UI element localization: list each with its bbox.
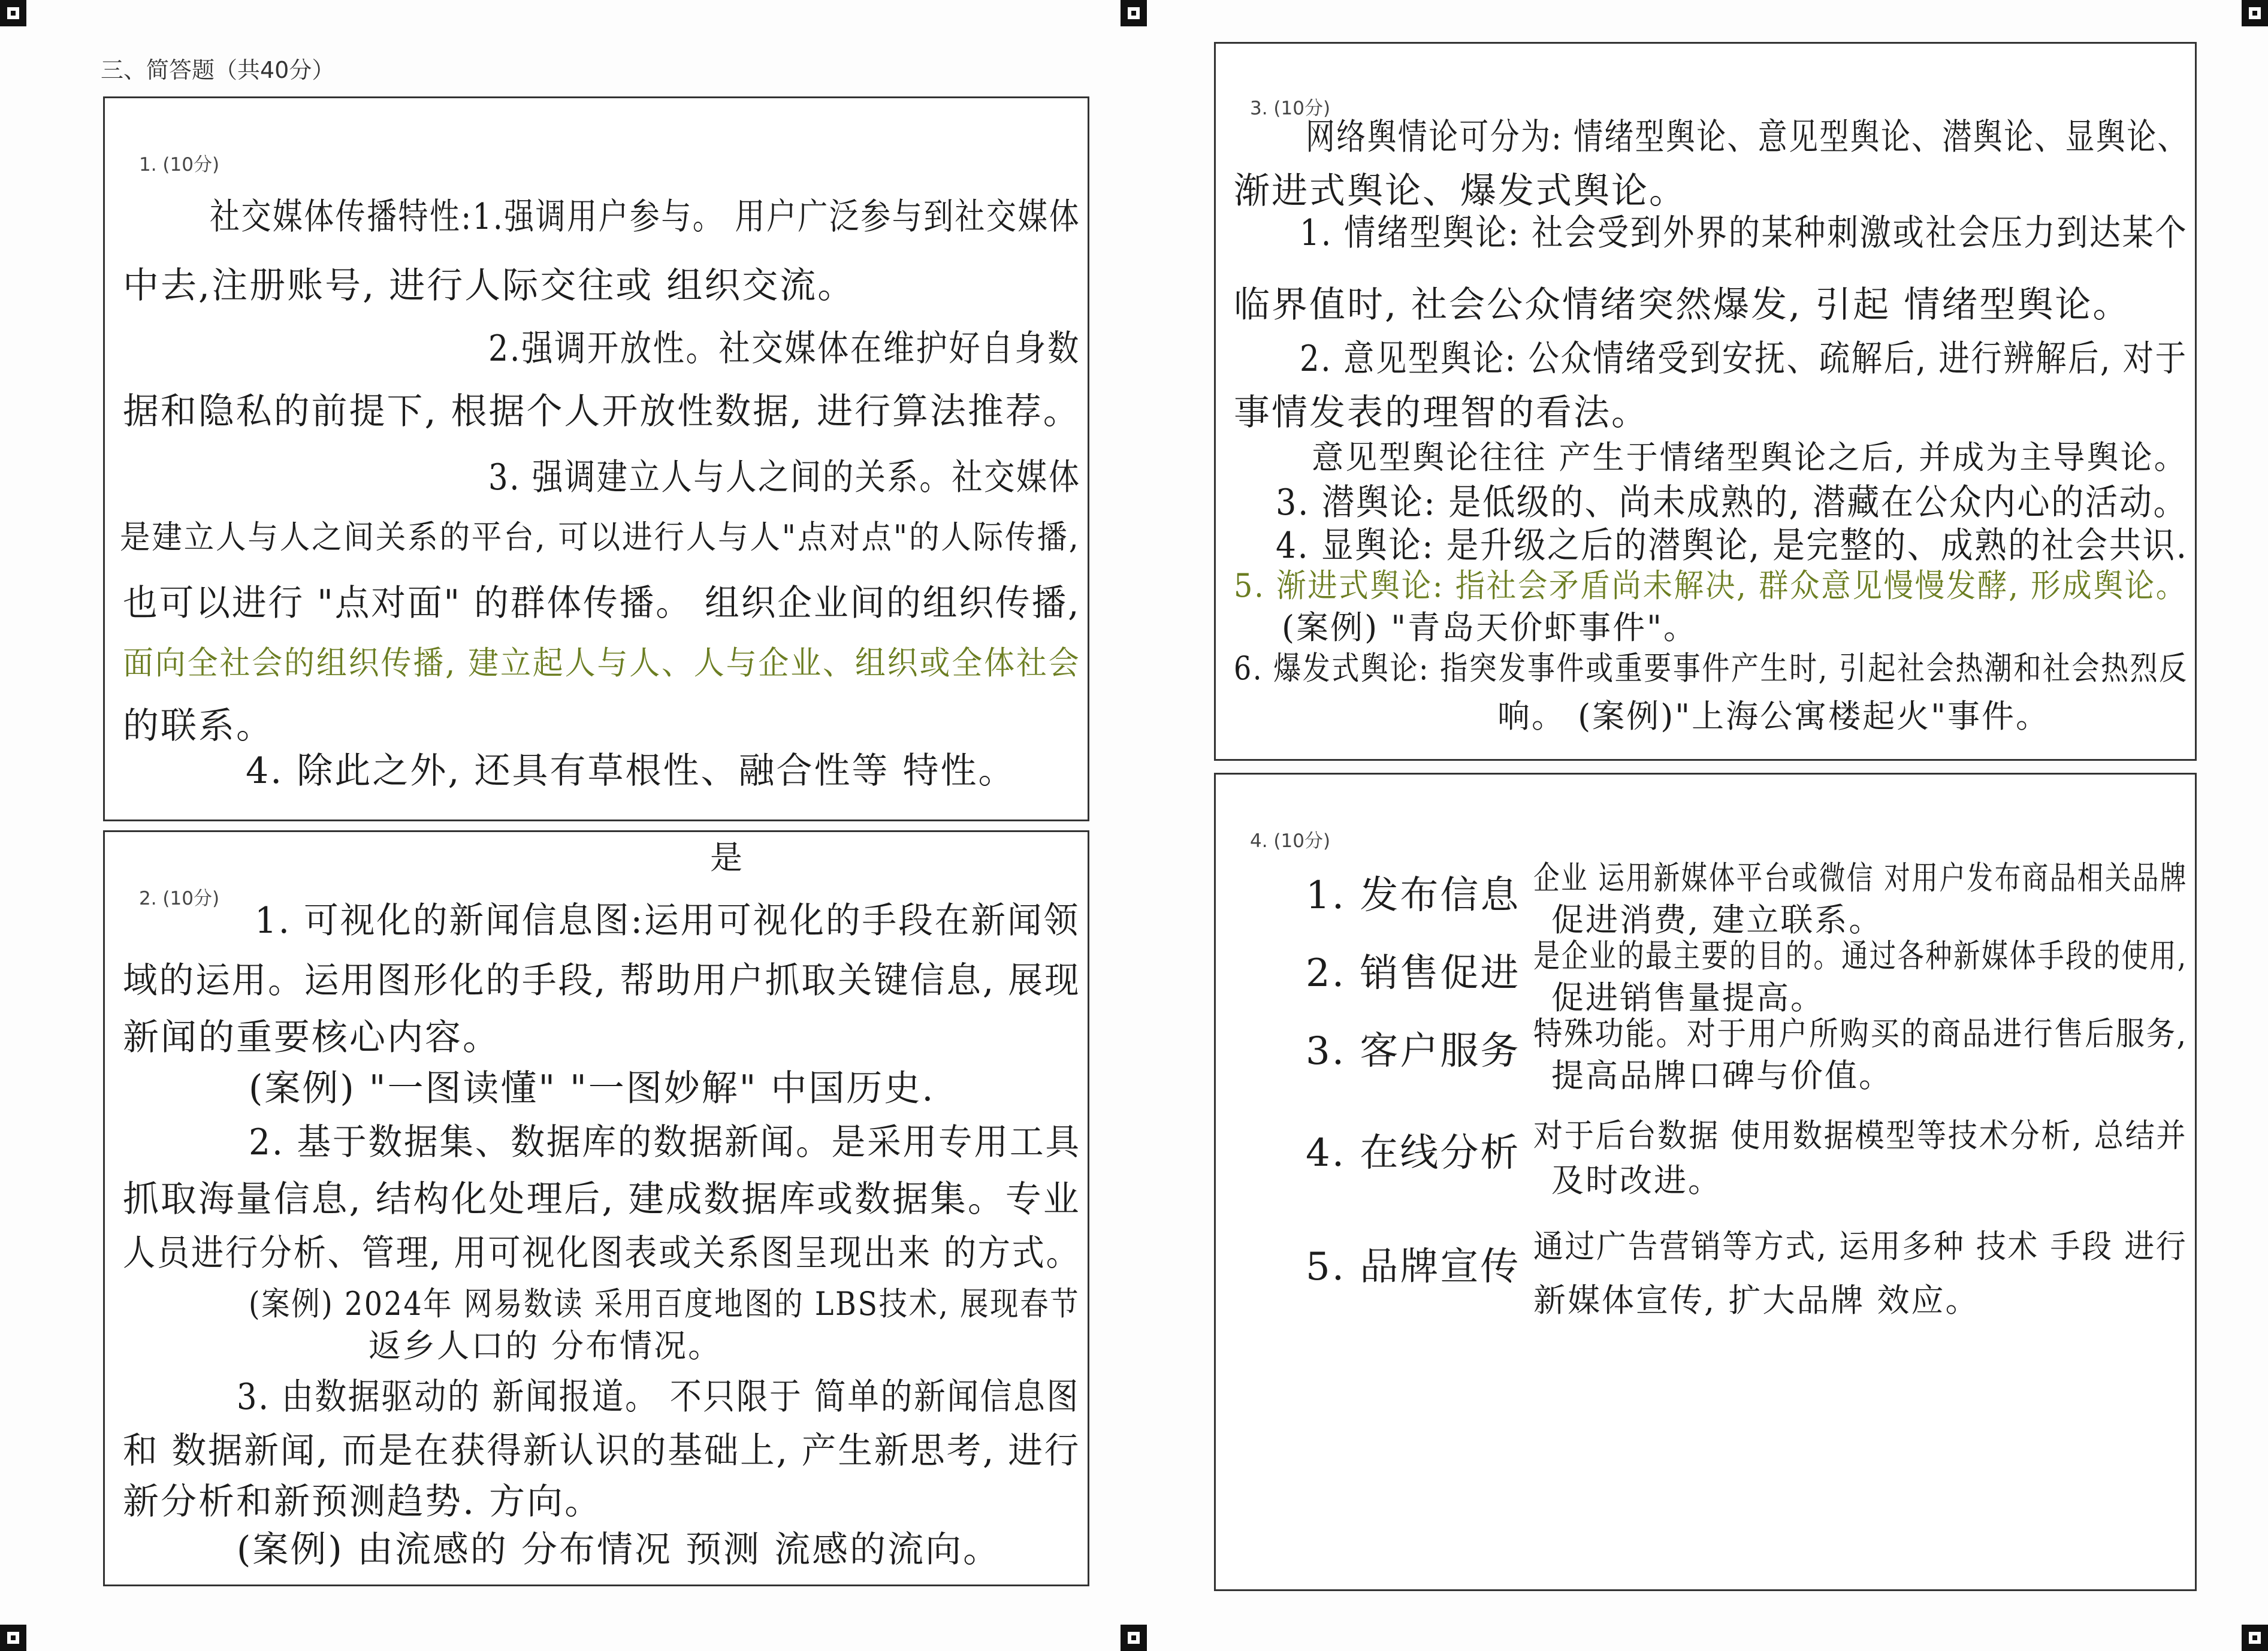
- item-title: 1. 发布信息: [1306, 873, 1521, 918]
- handwritten-line: 临界值时, 社会公众情绪突然爆发, 引起 情绪型舆论。: [1234, 284, 2131, 326]
- handwritten-line: 4. 除此之外, 还具有草根性、融合性等 特性。: [246, 750, 1016, 792]
- handwritten-line: 渐进式舆论、爆发式舆论。: [1234, 170, 1687, 212]
- item-line: 促进消费, 建立联系。: [1551, 901, 1883, 939]
- handwritten-line: 4. 显舆论: 是升级之后的潜舆论, 是完整的、成熟的社会共识.: [1276, 525, 2188, 567]
- answer-box-q2: [103, 830, 1089, 1586]
- question-number: 3. (10分): [1250, 98, 1331, 119]
- question-number: 2. (10分): [139, 888, 220, 909]
- handwritten-line: 2. 基于数据集、数据库的数据新闻。是采用专用工具: [249, 1121, 1081, 1163]
- handwritten-line: 面向全社会的组织传播, 建立起人与人、人与企业、组织或全体社会: [123, 644, 1081, 682]
- item-title: 2. 销售促进: [1306, 951, 1521, 996]
- handwritten-line: (案例) 由流感的 分布情况 预测 流感的流向。: [237, 1529, 1001, 1571]
- handwritten-line: 域的运用。运用图形化的手段, 帮助用户抓取关键信息, 展现: [123, 960, 1081, 1002]
- handwritten-line: 新闻的重要核心内容。: [123, 1017, 500, 1059]
- handwritten-line: 5. 渐进式舆论: 指社会矛盾尚未解决, 群众意见慢慢发酵, 形成舆论。: [1234, 567, 2187, 604]
- handwritten-line: 的联系。: [123, 705, 274, 747]
- handwritten-line: 据和隐私的前提下, 根据个人开放性数据, 进行算法推荐。: [123, 391, 1081, 433]
- answer-box-q4: [1214, 773, 2197, 1591]
- handwritten-line: 3. 潜舆论: 是低级的、尚未成熟的, 潜藏在公众内心的活动。: [1276, 482, 2188, 524]
- handwritten-line: 2. 意见型舆论: 公众情绪受到安抚、疏解后, 进行辨解后, 对于: [1300, 338, 2188, 380]
- corner-marker-top-left: [0, 0, 26, 26]
- item-title: 3. 客户服务: [1306, 1029, 1521, 1074]
- item-line: 促进销售量提高。: [1551, 979, 1825, 1017]
- handwritten-line: 新分析和新预测趋势. 方向。: [123, 1481, 603, 1523]
- item-title: 5. 品牌宣传: [1306, 1245, 1521, 1289]
- handwritten-line: 社交媒体传播特性:1.强调用户参与。 用户广泛参与到社交媒体: [210, 196, 1081, 238]
- handwritten-line: 3. 强调建立人与人之间的关系。社交媒体: [488, 456, 1081, 498]
- handwritten-line: 6. 爆发式舆论: 指突发事件或重要事件产生时, 引起社会热潮和社会热烈反: [1234, 649, 2188, 687]
- corner-marker-top-center: [1121, 0, 1147, 26]
- handwritten-line: (案例) "青岛天价虾事件"。: [1282, 609, 1698, 646]
- section-title: 三、简答题（共40分）: [101, 57, 335, 83]
- insert-mark: 是: [710, 839, 744, 876]
- corner-marker-top-right: [2242, 0, 2268, 26]
- item-line: 提高品牌口碑与价值。: [1551, 1057, 1893, 1094]
- item-line: 对于后台数据 使用数据模型等技术分析, 总结并: [1533, 1117, 2188, 1154]
- handwritten-line: 1. 情绪型舆论: 社会受到外界的某种刺激或社会压力到达某个: [1300, 212, 2188, 254]
- answer-box-q3: [1214, 42, 2197, 761]
- handwritten-line: 3. 由数据驱动的 新闻报道。 不只限于 简单的新闻信息图: [237, 1376, 1080, 1418]
- question-number: 1. (10分): [139, 154, 220, 176]
- question-number: 4. (10分): [1250, 830, 1331, 852]
- handwritten-line: 响。 (案例)"上海公寓楼起火"事件。: [1497, 697, 2050, 735]
- corner-marker-bottom-left: [0, 1625, 26, 1651]
- handwritten-line: (案例) 2024年 网易数读 采用百度地图的 LBS技术, 展现春节: [249, 1285, 1080, 1323]
- handwritten-line: 抓取海量信息, 结构化处理后, 建成数据库或数据集。专业: [123, 1178, 1081, 1220]
- item-line: 及时改进。: [1551, 1162, 1722, 1199]
- item-line: 企业 运用新媒体平台或微信 对用户发布商品相关品牌: [1533, 859, 2188, 897]
- corner-marker-bottom-right: [2242, 1625, 2268, 1651]
- item-line: 新媒体宣传, 扩大品牌 效应。: [1533, 1281, 1980, 1319]
- handwritten-line: 意见型舆论往往 产生于情绪型舆论之后, 并成为主导舆论。: [1312, 439, 2188, 476]
- handwritten-line: 是建立人与人之间关系的平台, 可以进行人与人"点对点"的人际传播,: [120, 518, 1080, 556]
- handwritten-line: 也可以进行 "点对面" 的群体传播。 组织企业间的组织传播,: [123, 582, 1081, 624]
- item-line: 特殊功能。对于用户所购买的商品进行售后服务,: [1533, 1015, 2188, 1053]
- handwritten-line: 2.强调开放性。社交媒体在维护好自身数: [488, 328, 1080, 370]
- handwritten-line: 和 数据新闻, 而是在获得新认识的基础上, 产生新思考, 进行: [123, 1430, 1081, 1472]
- item-line: 通过广告营销等方式, 运用多种 技术 手段 进行: [1533, 1227, 2188, 1265]
- handwritten-line: 1. 可视化的新闻信息图:运用可视化的手段在新闻领: [255, 900, 1080, 942]
- item-title: 4. 在线分析: [1306, 1131, 1521, 1175]
- handwritten-line: 中去,注册账号, 进行人际交往或 组织交流。: [123, 265, 856, 307]
- handwritten-line: (案例) "一图读懂" "一图妙解" 中国历史.: [249, 1068, 935, 1109]
- corner-marker-bottom-center: [1121, 1625, 1147, 1651]
- handwritten-line: 返乡人口的 分布情况。: [369, 1327, 723, 1365]
- answer-box-q1: [103, 96, 1089, 821]
- item-line: 是企业的最主要的目的。通过各种新媒体手段的使用,: [1533, 937, 2188, 975]
- handwritten-line: 网络舆情论可分为: 情绪型舆论、意见型舆论、潜舆论、显舆论、: [1306, 116, 2188, 158]
- handwritten-line: 人员进行分析、管理, 用可视化图表或关系图呈现出来 的方式。: [123, 1232, 1080, 1274]
- handwritten-line: 事情发表的理智的看法。: [1234, 392, 1649, 434]
